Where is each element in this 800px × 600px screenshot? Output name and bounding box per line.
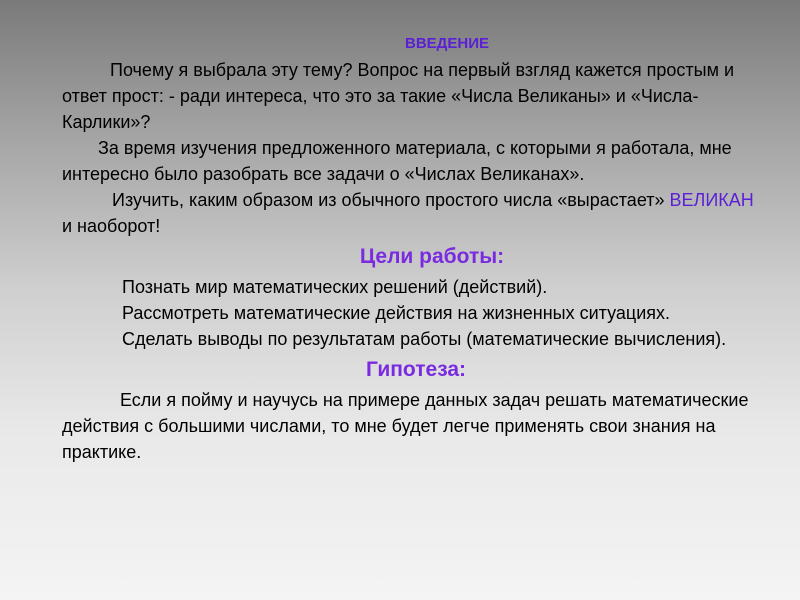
slide-title: ВВЕДЕНИЕ xyxy=(405,35,489,52)
study-paragraph xyxy=(62,187,762,239)
intro-paragraph-2: За время изучения предложенного материала, с которыми я работала, мне интересно было разобрать все задачи о «Числах Великанах». xyxy=(62,138,732,184)
slide-content xyxy=(62,33,762,465)
hypothesis-paragraph: Если я пойму и научусь на примере данных задач решать математические действия с большими числами, то мне будет легче применять свои знания на практике. xyxy=(62,390,749,462)
hypothesis-heading: Гипотеза: xyxy=(365,358,467,381)
study-text-after: и наоборот! xyxy=(62,216,161,236)
goal-item-2: Рассмотреть математические действия на жизненных ситуациях. xyxy=(122,303,671,323)
study-text-before: Изучить, каким образом из обычного простого числа «вырастает» xyxy=(112,190,670,210)
intro-paragraph-1: Почему я выбрала эту тему? Вопрос на первый взгляд кажется простым и ответ прост: - ради интереса, что это за такие «Числа Великаны» и «Числа-Карлики»? xyxy=(62,60,734,132)
study-highlight: ВЕЛИКАН xyxy=(669,190,754,210)
goal-item-3: Сделать выводы по результатам работы (математические вычисления). xyxy=(122,329,727,349)
goal-item-1: Познать мир математических решений (действий). xyxy=(122,277,548,297)
goals-heading: Цели работы: xyxy=(359,245,505,268)
